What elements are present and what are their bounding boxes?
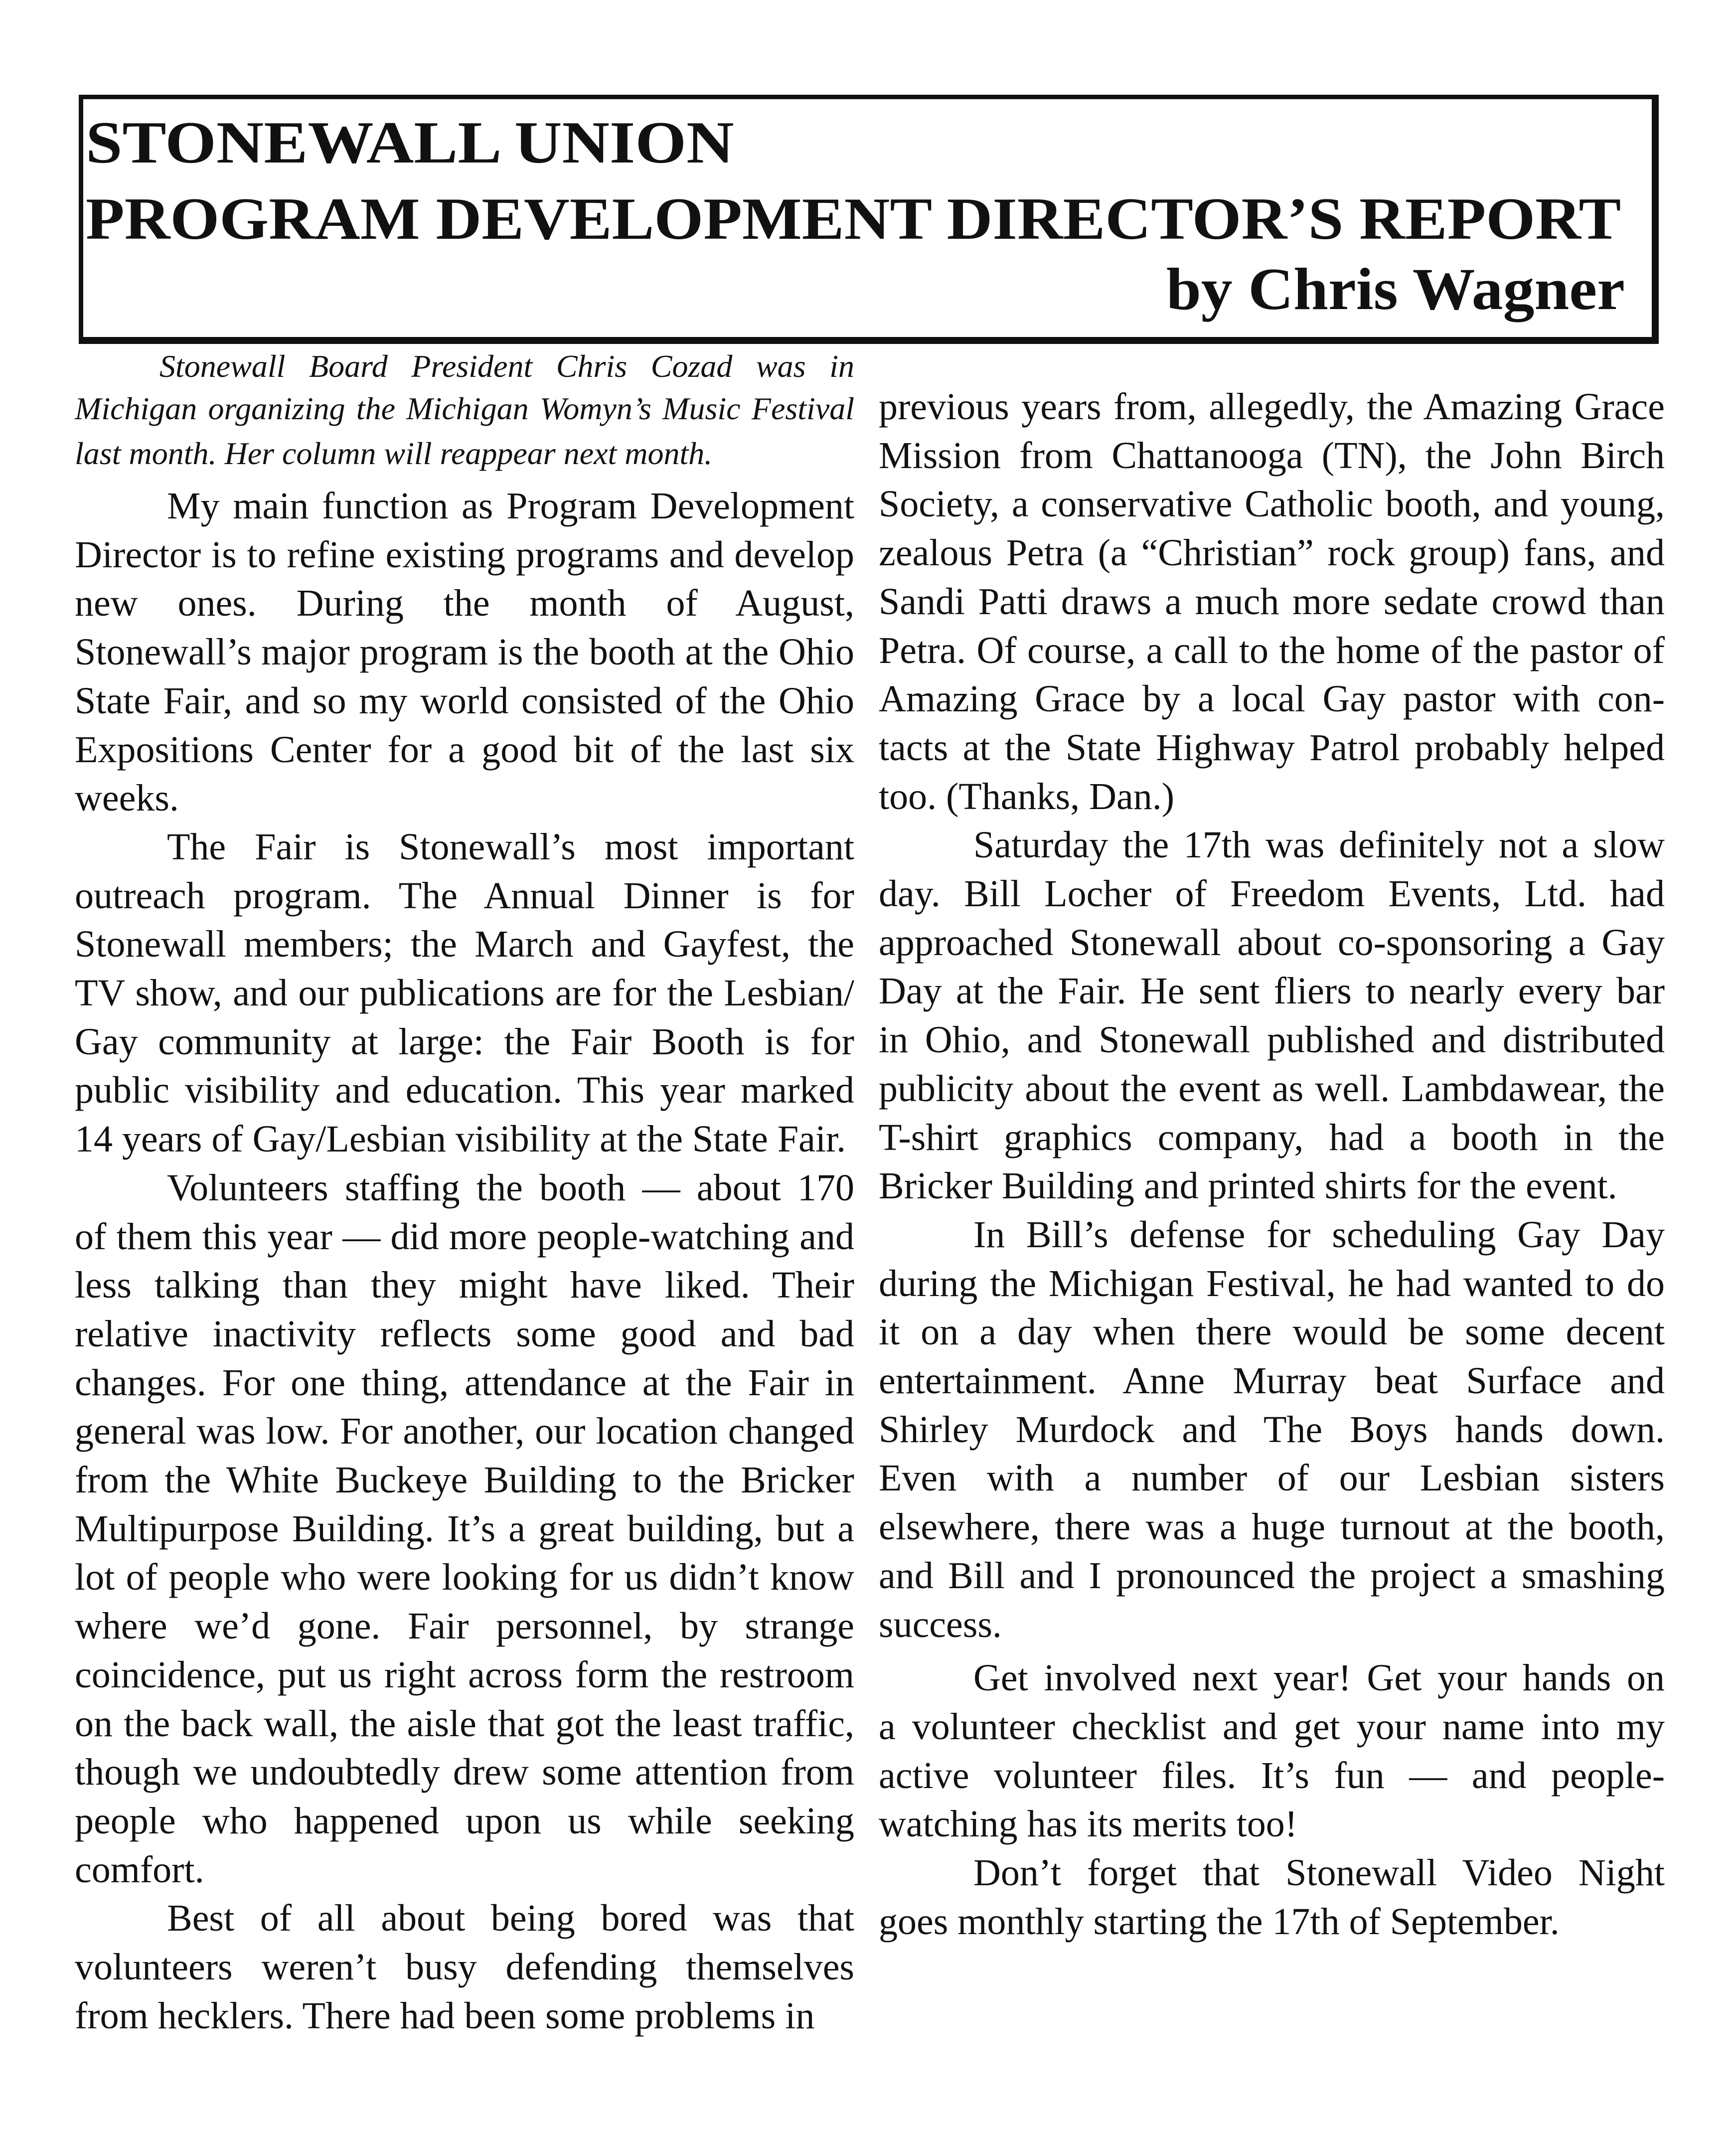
text-line: 14 years of Gay/Lesbian visibility at the State Fair. bbox=[75, 1118, 846, 1160]
paragraph-line bbox=[879, 1502, 1665, 1551]
text-line: previous years from, allegedly, the Amazing Grace bbox=[879, 386, 1665, 428]
text-line: general was low. For another, our location changed bbox=[75, 1410, 854, 1453]
text-line: and Bill and I pronounced the project a smashing bbox=[879, 1554, 1665, 1597]
text-line: Day at the Fair. He sent fliers to nearly every bar bbox=[879, 970, 1665, 1012]
text-line: last month. Her column will reappear next month. bbox=[75, 436, 713, 471]
text-line: Best of all about being bored was that bbox=[167, 1897, 854, 1940]
paragraph-line bbox=[879, 1015, 1665, 1064]
text-line: of them this year — did more people-watching and bbox=[75, 1215, 854, 1258]
paragraph-line bbox=[879, 626, 1665, 675]
paragraph-line bbox=[75, 969, 854, 1017]
text-line: T-shirt graphics company, had a booth in the bbox=[879, 1116, 1665, 1158]
paragraph-line bbox=[973, 1653, 1665, 1702]
text-line: lot of people who were looking for us didn’t know bbox=[75, 1556, 854, 1599]
paragraph-line bbox=[75, 1310, 854, 1358]
paragraph-line bbox=[973, 820, 1665, 869]
paragraph-line bbox=[167, 1894, 854, 1943]
text-line: Volunteers staffing the booth — about 170 bbox=[167, 1166, 854, 1209]
title-line-2: PROGRAM DEVELOPMENT DIRECTOR’S REPORT bbox=[86, 185, 1621, 252]
paragraph-line bbox=[75, 1017, 854, 1066]
editor-note-line bbox=[159, 344, 854, 389]
text-line: changes. For one thing, attendance at the Fair in bbox=[75, 1361, 854, 1404]
text-line: Michigan organizing the Michigan Womyn’s Music Festival bbox=[75, 391, 854, 426]
paragraph-line bbox=[973, 1848, 1665, 1897]
text-line: Society, a conservative Catholic booth, and young, bbox=[879, 483, 1665, 525]
paragraph-line bbox=[879, 382, 1665, 431]
paragraph-line bbox=[879, 869, 1665, 918]
text-line: it on a day when there would be some decent bbox=[879, 1311, 1665, 1353]
paragraph-line bbox=[879, 1454, 1665, 1502]
text-line: though we undoubtedly drew some attention from bbox=[75, 1751, 854, 1794]
text-line: watching has its merits too! bbox=[879, 1803, 1298, 1845]
paragraph-line bbox=[879, 480, 1665, 528]
paragraph-line bbox=[75, 530, 854, 579]
text-line: elsewhere, there was a huge turnout at the booth, bbox=[879, 1506, 1665, 1548]
editor-note-line bbox=[75, 431, 854, 476]
text-line: volunteers weren’t busy defending themselves bbox=[75, 1946, 854, 1988]
text-line: Stonewall’s major program is the booth at the Ohio bbox=[75, 631, 854, 673]
byline: by Chris Wagner bbox=[1166, 256, 1625, 322]
paragraph-line bbox=[167, 822, 854, 871]
text-line: day. Bill Locher of Freedom Events, Ltd. had bbox=[879, 873, 1665, 915]
text-line: Gay community at large: the Fair Booth is for bbox=[75, 1020, 854, 1063]
text-line: Director is to refine existing programs and develop bbox=[75, 533, 854, 576]
text-line: from hecklers. There had been some problems in bbox=[75, 1994, 815, 2037]
text-line: Multipurpose Building. It’s a great building, but a bbox=[75, 1507, 854, 1550]
paragraph-line bbox=[75, 1650, 854, 1699]
text-line: Saturday the 17th was definitely not a slow bbox=[973, 824, 1665, 866]
paragraph-line bbox=[75, 1748, 854, 1797]
paragraph-line bbox=[75, 1066, 854, 1115]
text-line: My main function as Program Development bbox=[167, 485, 854, 527]
paragraph-line bbox=[879, 577, 1665, 626]
text-line: less talking than they might have liked. Their bbox=[75, 1264, 854, 1307]
paragraph-line bbox=[75, 676, 854, 725]
text-line: TV show, and our publications are for the Lesbian/ bbox=[75, 972, 854, 1014]
paragraph-line bbox=[879, 431, 1665, 480]
text-line: Stonewall members; the March and Gayfest, the bbox=[75, 923, 854, 966]
text-line: in Ohio, and Stonewall published and distributed bbox=[879, 1019, 1665, 1061]
paragraph-line bbox=[879, 1702, 1665, 1751]
text-line: public visibility and education. This year marked bbox=[75, 1069, 854, 1112]
text-line: Mission from Chattanooga (TN), the John Birch bbox=[879, 434, 1665, 477]
paragraph-line bbox=[879, 1751, 1665, 1800]
text-line: Bricker Building and printed shirts for the event. bbox=[879, 1165, 1617, 1207]
paragraph-line bbox=[75, 920, 854, 969]
paragraph-line bbox=[167, 1163, 854, 1212]
paragraph-line bbox=[879, 1259, 1665, 1308]
paragraph-line bbox=[75, 1845, 854, 1894]
paragraph-line bbox=[75, 1943, 854, 1991]
text-line: entertainment. Anne Murray beat Surface and bbox=[879, 1360, 1665, 1402]
paragraph-line bbox=[879, 1308, 1665, 1356]
paragraph-line bbox=[167, 482, 854, 530]
text-line: during the Michigan Festival, he had wanted to do bbox=[879, 1262, 1665, 1305]
text-line: Get involved next year! Get your hands on bbox=[973, 1657, 1665, 1699]
paragraph-line bbox=[75, 1115, 854, 1163]
text-line: Expositions Center for a good bit of the last six bbox=[75, 728, 854, 771]
text-line: In Bill’s defense for scheduling Gay Day bbox=[973, 1213, 1665, 1256]
paragraph-line bbox=[75, 1991, 854, 2040]
text-line: outreach program. The Annual Dinner is for bbox=[75, 874, 854, 917]
text-line: Sandi Patti draws a much more sedate crowd than bbox=[879, 580, 1665, 623]
text-line: zealous Petra (a “Christian” rock group) fans, and bbox=[879, 532, 1665, 574]
text-line: tacts at the State Highway Patrol probably helped bbox=[879, 726, 1665, 769]
title-line-1: STONEWALL UNION bbox=[86, 109, 734, 175]
paragraph-line bbox=[879, 723, 1665, 772]
text-line: where we’d gone. Fair personnel, by strange bbox=[75, 1605, 854, 1647]
text-line: weeks. bbox=[75, 777, 179, 820]
text-line: too. (Thanks, Dan.) bbox=[879, 775, 1175, 818]
paragraph-line bbox=[879, 1356, 1665, 1405]
paragraph-line bbox=[879, 918, 1665, 967]
text-line: approached Stonewall about co-sponsoring a Gay bbox=[879, 921, 1665, 964]
paragraph-line bbox=[75, 628, 854, 676]
text-line: active volunteer files. It’s fun — and people- bbox=[879, 1754, 1665, 1797]
text-line: comfort. bbox=[75, 1848, 204, 1891]
paragraph-line bbox=[75, 1261, 854, 1310]
text-line: relative inactivity reflects some good and bad bbox=[75, 1312, 854, 1355]
paragraph-line bbox=[75, 1699, 854, 1748]
paragraph-line bbox=[973, 1210, 1665, 1259]
paragraph-line bbox=[75, 1797, 854, 1845]
paragraph-line bbox=[879, 967, 1665, 1015]
paragraph-line bbox=[75, 1553, 854, 1602]
text-line: new ones. During the month of August, bbox=[75, 582, 854, 625]
paragraph-line bbox=[879, 1405, 1665, 1454]
paragraph-line bbox=[879, 674, 1665, 723]
paragraph-line bbox=[75, 1504, 854, 1553]
paragraph-line bbox=[75, 579, 854, 628]
text-line: success. bbox=[879, 1603, 1002, 1645]
text-line: on the back wall, the aisle that got the least traffic, bbox=[75, 1702, 854, 1745]
text-line: State Fair, and so my world consisted of the Ohio bbox=[75, 679, 854, 722]
paragraph-line bbox=[75, 774, 854, 822]
text-line: from the White Buckeye Building to the Bricker bbox=[75, 1459, 854, 1501]
paragraph-line bbox=[879, 1897, 1665, 1946]
text-line: Even with a number of our Lesbian sisters bbox=[879, 1457, 1665, 1499]
paragraph-line bbox=[879, 528, 1665, 577]
text-line: Don’t forget that Stonewall Video Night bbox=[973, 1852, 1665, 1894]
paragraph-line bbox=[879, 1800, 1665, 1848]
text-line: Stonewall Board President Chris Cozad was in bbox=[159, 348, 854, 384]
text-line: The Fair is Stonewall’s most important bbox=[167, 825, 854, 868]
text-line: coincidence, put us right across form the restroom bbox=[75, 1653, 854, 1696]
text-line: publicity about the event as well. Lambdawear, the bbox=[879, 1067, 1665, 1110]
editor-note-line bbox=[75, 386, 854, 431]
paragraph-line bbox=[879, 772, 1665, 821]
paragraph-line bbox=[75, 1358, 854, 1407]
text-line: goes monthly starting the 17th of September. bbox=[879, 1900, 1560, 1943]
text-line: a volunteer checklist and get your name into my bbox=[879, 1705, 1665, 1748]
paragraph-line bbox=[75, 1407, 854, 1456]
text-line: Petra. Of course, a call to the home of the pastor of bbox=[879, 629, 1665, 671]
paragraph-line bbox=[879, 1113, 1665, 1162]
text-line: Amazing Grace by a local Gay pastor with con- bbox=[879, 678, 1665, 720]
paragraph-line bbox=[75, 871, 854, 920]
paragraph-line bbox=[879, 1551, 1665, 1600]
paragraph-line bbox=[75, 725, 854, 774]
paragraph-line bbox=[75, 1602, 854, 1650]
paragraph-line bbox=[75, 1456, 854, 1504]
text-line: people who happened upon us while seeking bbox=[75, 1800, 854, 1842]
paragraph-line bbox=[879, 1064, 1665, 1113]
paragraph-line bbox=[879, 1600, 1665, 1649]
paragraph-line bbox=[879, 1161, 1665, 1210]
paragraph-line bbox=[75, 1212, 854, 1261]
text-line: Shirley Murdock and The Boys hands down. bbox=[879, 1408, 1665, 1451]
